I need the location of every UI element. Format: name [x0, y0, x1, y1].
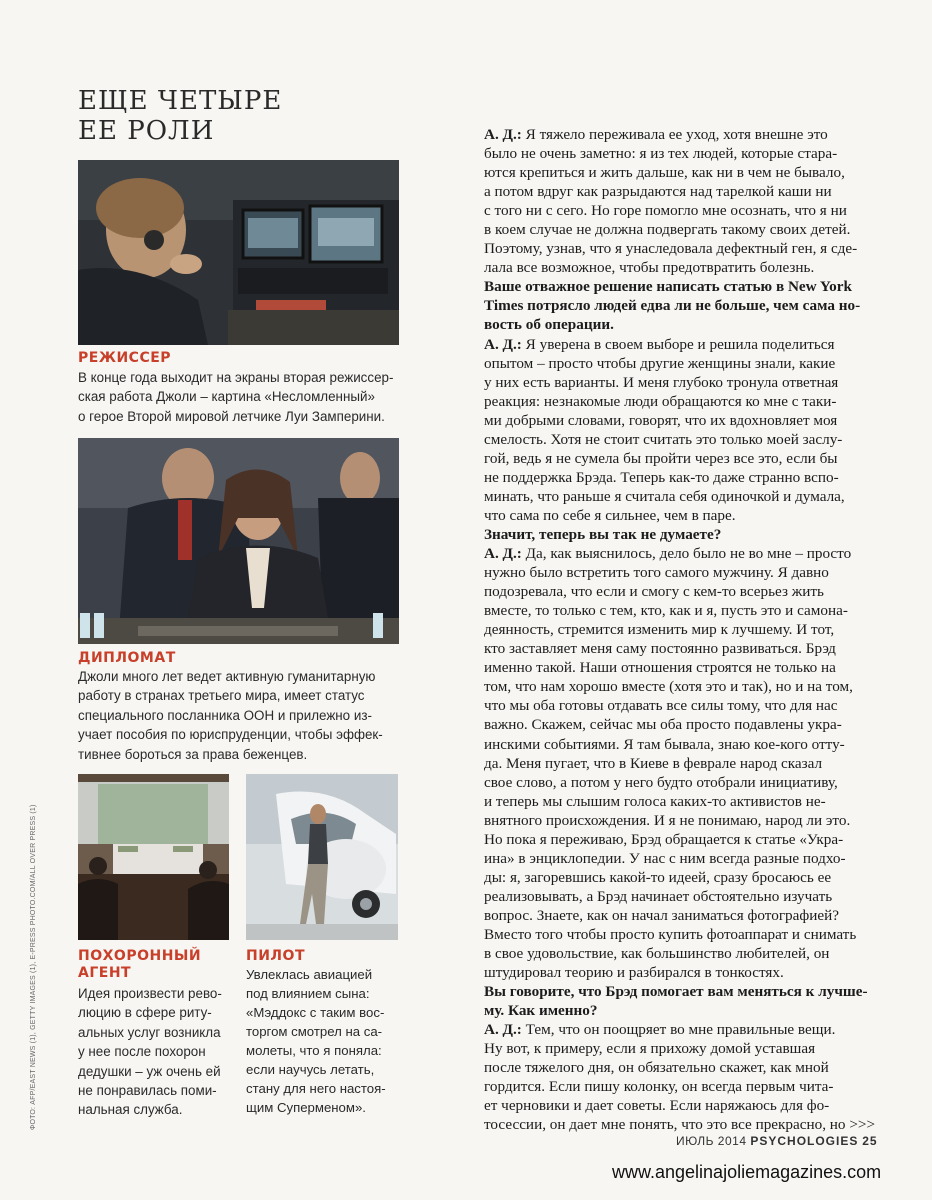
interview-answer-line: нужно было встретить того самого мужчину. Я давно [484, 564, 829, 582]
caption-line: альных услуг возникла [78, 1024, 221, 1040]
caption-line: дедушки – уж очень ей [78, 1063, 221, 1079]
caption-line: учает пособия по юриспруденции, чтобы эффек- [78, 727, 383, 743]
website-watermark: www.angelinajoliemagazines.com [612, 1162, 882, 1182]
interview-answer-line: свое слово, а потом у него будто отобрали инициативу, [484, 773, 838, 791]
caption-line: люцию в сфере риту- [78, 1005, 212, 1021]
interview-question-line: вость об операции. [484, 316, 614, 334]
magazine-name: PSYCHOLOGIES [750, 1134, 859, 1148]
interview-answer-line: внятного происхождения. И я не понимаю, народ ли это. [484, 811, 851, 829]
speaker-label: А. Д.: [484, 545, 522, 563]
caption-line: щим Суперменом». [246, 1100, 366, 1115]
interview-answer-line: лала все возможное, чтобы предотвратить болезнь. [484, 259, 815, 277]
interview-answer-line: реализовывать, а Брэд начинает обстоятельно изучать [484, 887, 833, 905]
page-folio [676, 1134, 878, 1148]
interview-answer-line: Поэтому, узнав, что я унаследовала дефектный ген, я сде- [484, 240, 858, 258]
interview-question-line: Значит, теперь вы так не думаете? [484, 525, 722, 543]
interview-question-line: Times потрясло людей едва ли не больше, чем сама но- [484, 297, 861, 315]
role-title-diplomat: ДИПЛОМАТ [78, 650, 176, 666]
interview-answer-line: ина» в энциклопедии. У нас с ним всегда разные подхо- [484, 849, 846, 867]
interview-answer-line: ды: я, загоревшись какой-то идеей, сразу бросаюсь ее [484, 868, 832, 886]
caption-undertaker [78, 984, 222, 1120]
caption-line: не понравилась поми- [78, 1083, 217, 1099]
caption-line: ская работа Джоли – картина «Несломленный» [78, 389, 375, 405]
caption-pilot [246, 965, 386, 1117]
role-title-pilot: ПИЛОТ [246, 948, 306, 964]
caption-line: нальная служба. [78, 1102, 183, 1118]
role-title-line: АГЕНТ [78, 965, 132, 981]
page-number: 25 [862, 1134, 878, 1148]
interview-answer-line [484, 544, 878, 563]
caption-line: работу в странах третьего мира, имеет статус [78, 688, 365, 704]
pilot-photo [246, 774, 398, 940]
funeral-photo [78, 774, 229, 940]
interview-answer-line [484, 1020, 878, 1039]
speaker-label: А. Д.: [484, 1021, 522, 1039]
caption-line: Увлеклась авиацией [246, 967, 373, 982]
caption-line: специального посланника ООН и прилежно из- [78, 707, 372, 723]
interview-answer-line: вопрос. Знаете, как он начал заниматься фотографией? [484, 906, 839, 924]
interview-answer-line: реакция: незнакомые люди обращаются ко мне с таки- [484, 392, 837, 410]
interview-answer-line: гордится. Если пишу колонку, он всегда первым чита- [484, 1078, 834, 1096]
interview-answer-line: у них есть варианты. И меня глубоко тронула ответная [484, 373, 839, 391]
interview-answer-line: штудировал теорию и разбирался в тонкостях. [484, 964, 784, 982]
interview-answer-line: ются крепиться и жить дальше, как ни в чем не бывало, [484, 164, 845, 182]
interview-answer-line [484, 125, 878, 144]
interview-answer-line: да. Меня пугает, что в Киеве в феврале народ сказал [484, 754, 823, 772]
interview-answer-line: опытом – просто чтобы другие женщины знали, какие [484, 354, 836, 372]
interview-answer-line: Вместо того чтобы просто купить фотоаппарат и снимать [484, 925, 857, 943]
director-photo [78, 160, 399, 345]
interview-answer-line: смелость. Хотя не стоит считать это только моей заслу- [484, 430, 843, 448]
caption-director [78, 368, 393, 426]
interview-answer-line: после тяжелого дня, он обязательно скажет, как мной [484, 1059, 829, 1077]
interview-answer-line: инскими событиями. Я там бывала, знаю кое-кого отту- [484, 735, 845, 753]
speaker-label: А. Д.: [484, 126, 522, 143]
headline-line-2: ЕЕ РОЛИ [78, 116, 215, 146]
caption-line: о герое Второй мировой летчике Луи Замперини. [78, 408, 385, 424]
interview-answer-line: Но пока я переживаю, Брэд обращается к статье «Укра- [484, 830, 844, 848]
interview-answer-line: было не очень заметно: я из тех людей, которые стара- [484, 145, 838, 163]
interview-answer-line: тосессии, он дает мне понять, что это все прекрасно, но >>> [484, 1116, 876, 1134]
caption-line: стану для него настоя- [246, 1081, 386, 1096]
issue-date: ИЮЛЬ 2014 [676, 1134, 747, 1148]
interview-column [484, 125, 878, 1134]
interview-answer-line: том, что нам хорошо вместе (хотя это и так), но и на том, [484, 678, 853, 696]
role-title-director: РЕЖИССЕР [78, 350, 172, 366]
caption-line: если научусь летать, [246, 1062, 375, 1077]
diplomat-photo [78, 438, 399, 644]
caption-line: под влиянием сына: [246, 986, 370, 1001]
interview-answer-line: что мы оба готовы отдавать все силы тому, что для нас [484, 697, 838, 715]
caption-diplomat [78, 667, 383, 764]
interview-answer-line: Ну вот, к примеру, если я прихожу домой уставшая [484, 1040, 816, 1058]
interview-answer-line: не поддержка Брэда. Теперь как-то даже странно вспо- [484, 468, 839, 486]
interview-answer-line: гой, ведь я не сумела бы пройти через все это, если бы [484, 449, 838, 467]
interview-question-line: Ваше отважное решение написать статью в New York [484, 278, 852, 296]
answer-text: Да, как выяснилось, дело было не во мне – просто [521, 545, 852, 563]
interview-question-line: му. Как именно? [484, 1002, 598, 1020]
interview-answer-line: с того ни с сего. Но горе помогло мне осознать, что я ни [484, 202, 847, 220]
caption-line: молеты, что я поняла: [246, 1043, 382, 1058]
interview-answer-line: в свое удовольствие, как большинство любителей, он [484, 945, 830, 963]
interview-answer-line: минать, что раньше я считала себя одиночкой и думала, [484, 487, 845, 505]
caption-line: тивнее бороться за права беженцев. [78, 746, 308, 762]
role-title-undertaker [78, 948, 201, 982]
interview-answer-line: ми добрыми словами, говорят, что их вдохновляет моя [484, 411, 838, 429]
caption-line: В конце года выходит на экраны вторая режиссер- [78, 370, 394, 385]
caption-line: торгом смотрел на са- [246, 1024, 383, 1039]
answer-text: Я тяжело переживала ее уход, хотя внешне это [521, 126, 828, 143]
interview-answer-line: важно. Скажем, сейчас мы оба просто подавлены укра- [484, 716, 842, 734]
interview-answer-line: что сама по себе я сильнее, чем в паре. [484, 506, 736, 524]
answer-text: Я уверена в своем выборе и решила поделиться [521, 335, 835, 353]
headline-line-1: ЕЩЕ ЧЕТЫРЕ [78, 86, 283, 116]
interview-answer-line: ет черновики и дает советы. Если наряжаюсь для фо- [484, 1097, 830, 1115]
caption-line: Идея произвести рево- [78, 986, 222, 1001]
caption-line: у нее после похорон [78, 1044, 206, 1060]
interview-answer-line: кто заставляет меня саму постоянно развиваться. Брэд [484, 640, 836, 658]
interview-answer-line [484, 335, 878, 354]
photo-credit: ФОТО: AFP/EAST NEWS (1), GETTY IMAGES (1), E-PRESS PHOTO.COM/ALL OVER PRESS (1) [30, 804, 37, 1130]
interview-answer-line: деянность, стремится изменить мир к лучшему. И тот, [484, 621, 835, 639]
interview-answer-line: подозревала, что если и смогу с кем-то всерьез жить [484, 583, 824, 601]
interview-question-line: Вы говорите, что Брэд помогает вам меняться к лучше- [484, 983, 868, 1001]
role-title-line: ПОХОРОННЫЙ [78, 948, 202, 964]
interview-answer-line: именно такой. Наши отношения строятся не только на [484, 659, 836, 677]
interview-answer-line: а потом вдруг как разрыдаются над тарелкой каши ни [484, 183, 832, 201]
speaker-label: А. Д.: [484, 335, 522, 353]
caption-line: «Мэддокс с таким вос- [246, 1005, 385, 1020]
interview-answer-line: и теперь мы слышим голоса каких-то активистов не- [484, 792, 826, 810]
caption-line: Джоли много лет ведет активную гуманитарную [78, 669, 376, 684]
interview-answer-line: в коем случае не должна подвергать такому своих детей. [484, 221, 851, 239]
interview-answer-line: вместе, то только с тем, кто, как и я, пусть это и самона- [484, 602, 848, 620]
answer-text: Тем, что он поощряет во мне правильные вещи. [521, 1021, 836, 1039]
page-headline [78, 86, 398, 146]
